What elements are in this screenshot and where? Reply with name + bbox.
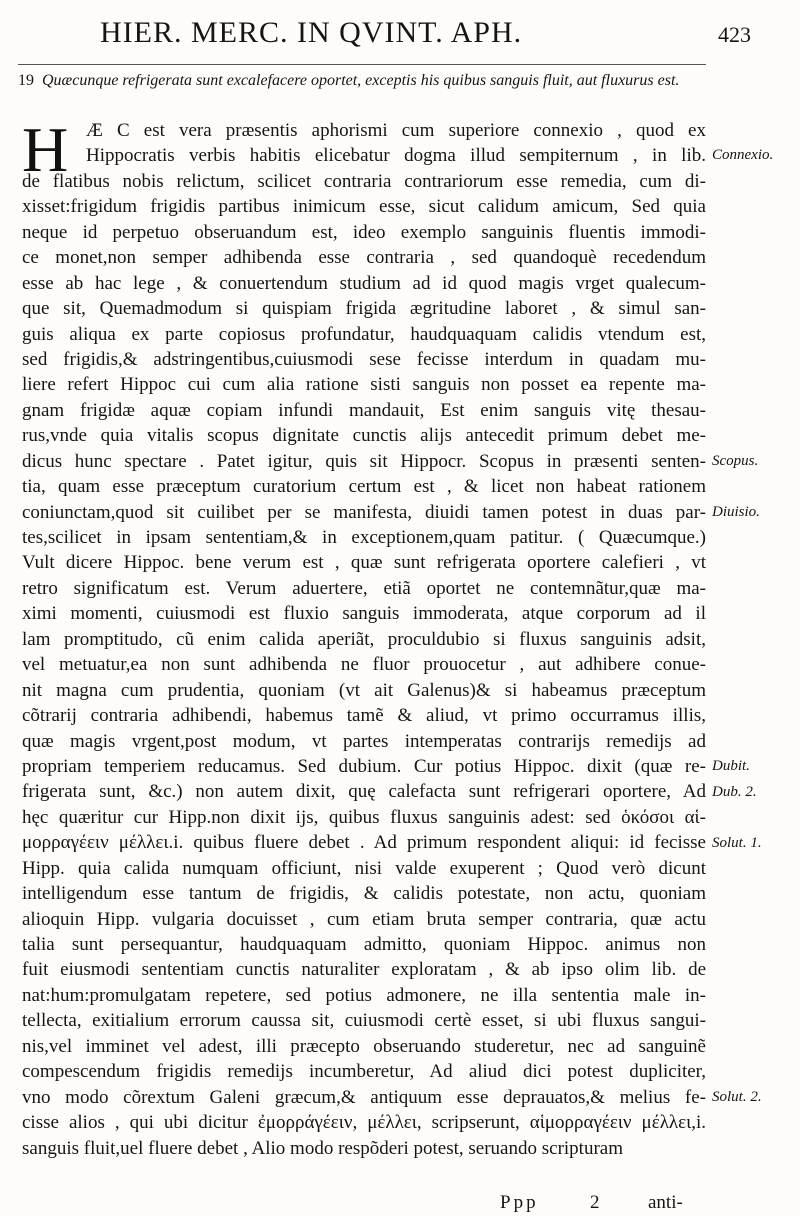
drop-cap: H bbox=[22, 114, 69, 185]
aphorism-text bbox=[18, 70, 708, 91]
aphorism-sentence: Quæcunque refrigerata sunt excalefacere oportet, exceptis his quibus sanguis fluit, aut fluxurus est. bbox=[42, 72, 680, 89]
text-line: tes,scilicet in ipsam sententiam,& in exceptionem,quam patitur. ( Quæcumque.) bbox=[22, 527, 706, 548]
text-line: de flatibus nobis relictum, scilicet contraria contrariorum esse remedia, cum di- bbox=[22, 170, 706, 192]
margin-note: Dub. 2. bbox=[712, 783, 757, 800]
header-rule bbox=[18, 64, 706, 65]
text-line: cõtrarij contraria adhibendi, habemus tamẽ & aliud, vt primo occurramus illis, bbox=[22, 705, 706, 727]
text-line: Vult dicere Hippoc. bene verum est , quæ sunt refrigerata oportere calefieri , vt bbox=[22, 552, 706, 574]
running-header bbox=[0, 14, 800, 50]
text-line: Hipp. quia calida numquam officiunt, nisi valde exuperent ; Quod verò dicunt bbox=[22, 857, 706, 879]
text-line: esse ab hac lege , & conuertendum studium ad id quod magis vrget qualecum- bbox=[22, 272, 706, 294]
text-line: propriam temperiem reducamus. Sed dubium. Cur potius Hippoc. dixit (quæ re- bbox=[22, 755, 706, 777]
text-line: nis,vel imminet vel adest, illi præcepto obseruando studeretur, nec ad sanguinẽ bbox=[22, 1035, 706, 1057]
margin-note: Scopus. bbox=[712, 452, 759, 469]
text-line: Æ C est vera præsentis aphorismi cum superiore connexio , quod ex bbox=[86, 120, 706, 141]
margin-note: Solut. 1. bbox=[712, 834, 762, 851]
commentary-body bbox=[22, 114, 706, 1161]
text-line: talia sunt persequantur, haudquaquam admitto, quoniam Hippoc. animus non bbox=[22, 934, 706, 955]
text-line: guis aliqua ex parte copiosus profundatur, haudquaquam calidis vtendum est, bbox=[22, 323, 706, 345]
text-line: alioquin Hipp. vulgaria docuisset , cum etiam bruta semper contraria, quæ actu bbox=[22, 908, 706, 930]
text-line: rus,vnde quia vitalis scopus dignitate cunctis alijs antecedit primum debet me- bbox=[22, 425, 706, 447]
aphorism-number: 19 bbox=[18, 72, 34, 89]
text-line: Hippocratis verbis habitis elicebatur dogma illud sempiternum , in lib. bbox=[86, 145, 706, 167]
text-line: fuit eiusmodi sententiam cunctis naturaliter exploratam , & ab ipso olim lib. de bbox=[22, 959, 706, 981]
text-line: frigerata sunt, &c.) non autem dixit, quę calefacta sunt refrigerari oportere, Ad bbox=[22, 781, 706, 803]
text-line: vel metuatur,ea non sunt adhibenda ne fluor prouocetur , aut adhibere conue- bbox=[22, 654, 706, 676]
text-line: tellecta, exitialium errorum caussa sit, cuiusmodi certè esset, si ubi fluxus sangui- bbox=[22, 1010, 706, 1032]
text-line: tia, quam esse præceptum curatorium certum est , & licet non habeat rationem bbox=[22, 476, 706, 498]
text-line: liere refert Hippoc cui cum alia ratione sisti sanguis non posset ea repente ma- bbox=[22, 374, 706, 396]
header-title: HIER. MERC. IN QVINT. APH. bbox=[100, 16, 523, 49]
text-line: nat:hum:promulgatam repetere, sed potius admonere, ne illa sententia male in- bbox=[22, 984, 706, 1006]
catchword: anti- bbox=[648, 1192, 683, 1213]
signature-mark: Ppp bbox=[500, 1192, 539, 1213]
text-line: μορραγέειν μέλλει.i. quibus fluere debet . Ad primum respondent aliqui: id fecisse bbox=[22, 832, 706, 854]
signature-number: 2 bbox=[590, 1192, 600, 1213]
text-line: vno modo cõrextum Galeni græcum,& antiquum esse deprauatos,& melius fe- bbox=[22, 1086, 706, 1108]
text-line: nit magna cum prudentia, quoniam (vt ait Galenus)& si habeamus præceptum bbox=[22, 679, 706, 701]
text-line: xisset:frigidum frigidis partibus inimicum esse, sicut calidum amicum, Sed quia bbox=[22, 196, 706, 218]
text-line: quæ magis vrgent,post modum, vt partes intemperatas contrarijs remedijs ad bbox=[22, 730, 706, 752]
text-line: intelligendum esse tantum de frigidis, & calidis potestate, non actu, quoniam bbox=[22, 883, 706, 905]
margin-note: Connexio. bbox=[712, 147, 774, 164]
text-line: dicus hunc spectare . Patet igitur, quis sit Hippocr. Scopus in præsenti senten- bbox=[22, 450, 706, 472]
text-line: retro significatum est. Verum aduertere, etiã oportet ne contemnãtur,quæ ma- bbox=[22, 577, 706, 599]
text-line: hęc quæritur cur Hipp.non dixit ijs, quibus fluxus sanguinis adest: sed ὁκόσοι αἱ- bbox=[22, 806, 706, 828]
margin-note: Dubit. bbox=[712, 758, 750, 775]
text-line: compescendum frigidis remedijs incumberetur, Ad aliud dici potest dupliciter, bbox=[22, 1061, 706, 1083]
text-line: coniunctam,quod sit cuilibet per se manifesta, diuidi tamen potest in duas par- bbox=[22, 501, 706, 523]
text-line: gnam frigidæ aquæ copiam infundi mandauit, Est enim sanguis vitę thesau- bbox=[22, 399, 706, 421]
text-line: cisse alios , qui ubi dicitur ἐμορράγέειν, μέλλει, scripserunt, αἱμορραγέειν μέλλει,i. bbox=[22, 1112, 706, 1134]
text-line: que sit, Quemadmodum si quispiam frigida ægritudine laboret , & simul san- bbox=[22, 298, 706, 320]
text-line: ximi momenti, cuiusmodi est fluxio sanguis immoderata, atque corporum ad il bbox=[22, 603, 706, 625]
text-line: ce monet,non semper adhibenda esse contraria , sed quandoquè recedendum bbox=[22, 247, 706, 269]
page-number: 423 bbox=[718, 22, 751, 47]
text-line: lam promptitudo, cũ enim calida aperiãt, proculdubio si fluxus sanguinis adsit, bbox=[22, 628, 706, 650]
margin-note: Diuisio. bbox=[712, 503, 760, 520]
margin-note: Solut. 2. bbox=[712, 1089, 762, 1106]
page-footer bbox=[0, 1192, 800, 1214]
text-line: sed frigidis,& adstringentibus,cuiusmodi sese fecisse interdum in quadam mu- bbox=[22, 348, 706, 370]
text-line: sanguis fluit,uel fluere debet , Alio modo respõderi potest, seruando scripturam bbox=[22, 1137, 623, 1159]
text-line: neque id perpetuo obseruandum est, ideo exemplo sanguinis fluentis immodi- bbox=[22, 221, 706, 243]
